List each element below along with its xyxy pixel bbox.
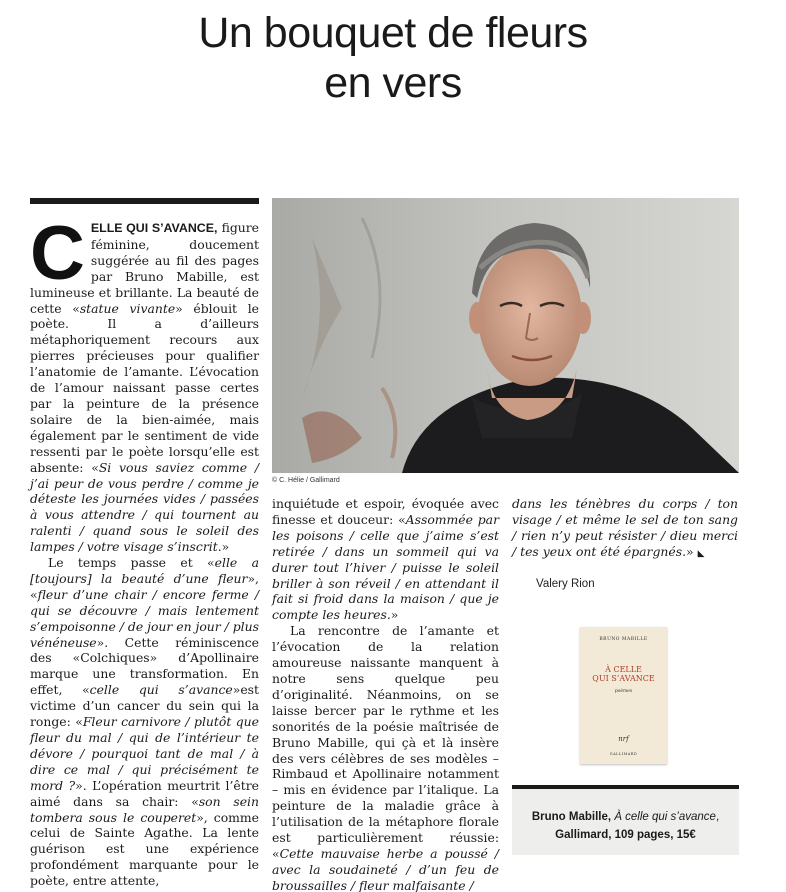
drop-cap: C xyxy=(30,211,85,296)
book-cover xyxy=(580,627,667,764)
photo-credit: © C. Hélie / Gallimard xyxy=(272,477,340,484)
book-cover-title: À CELLE QUI S’AVANCE xyxy=(592,665,655,683)
paragraph-2-continued: inquiétude et espoir, évoquée avec finesse et douceur: «Assommée par les poisons / celle que j’aime s’est retirée / dans un sommeil qui va durer tout l’hiver / puisse le soleil briller à son réveil / en attendant il fait si froid dans la maison / que je compte les heures.» xyxy=(272,496,499,623)
paragraph-3-continued: dans les ténèbres du corps / ton visage / et même le sel de ton sang / rien n’y peut résister / dieu merci / tes yeux ont été épargnés.» ◣ xyxy=(512,496,738,559)
headline xyxy=(0,8,786,108)
lead-caps: ELLE QUI S’AVANCE, xyxy=(90,221,218,235)
headline-line-2: en vers xyxy=(324,59,462,107)
book-cover-genre: poèmes xyxy=(614,689,633,694)
end-mark-icon: ◣ xyxy=(697,548,705,559)
headline-line-1: Un bouquet de fleurs xyxy=(198,9,588,57)
paragraph-3: La rencontre de l’amante et l’évocation de la relation amoureuse naissante manquent à notre sens quelque peu d’originalité. Néanmoins, on se laisse bercer par le rythme et les sonorités de la poésie maîtrisée de Bruno Mabille, qui çà et là insère des vers célèbres de ses modèles – Rimbaud et Apollinaire notamment – mis en évidence par l’italique. La peinture de la maladie grâce à l’utilisation de la métaphore florale est particulièrement réussie: «Cette mauvaise herbe a poussé / avec la soudaineté / d’un feu de broussailles / fleur malfaisante / xyxy=(272,623,499,892)
book-cover-author: BRUNO MABILLE xyxy=(599,637,648,642)
author-signature: Valery Rion xyxy=(536,578,595,590)
column-top-rule xyxy=(30,198,259,204)
paragraph-1: CELLE QUI S’AVANCE, figure féminine, doucement suggérée au fil des pages par Bruno Mabille, est lumineuse et brillante. La beauté de cette «statue vivante» éblouit le poète. Il a d’ailleurs métaphoriquement recours aux pierres précieuses pour qualifier l’anatomie de l’amante. L’évocation de l’amour naissant passe certes par la peinture de la présence solaire de la bien-aimée, mais également par le sentiment de vide ressenti par le poète lorsqu’elle est absente: «Si vous saviez comme / j’ai peur de vous perdre / comme je déteste les journées vides / passées à vous attendre / qui tournent au ralenti / quand sous le soleil des lampes / votre visage s’inscrit.» xyxy=(30,211,260,555)
info-author: Bruno Mabille, xyxy=(531,811,612,823)
paragraph-2: Le temps passe et «elle a [toujours] la beauté d’une fleur», «fleur d’une chair / encore ferme / qui se découvre / mais lentement s’empoisonne / de jour en jour / plus vénéneuse». Cette réminiscence des «Colchiques» d’Apollinaire marque une transformation. En effet, «celle qui s’avance»est victime d’un cancer du sein qui la ronge: «Fleur carnivore / plutôt que fleur du mal / qui de l’intérieur te dévore / pourquoi tant de mal / à dire ce mal / qui précisément te mord ?». L’opération meurtrit l’être aimé dans sa chair: «son sein tombera sous le couperet», comme celui de Sainte Agathe. La lente guérison est une expérience profondément marquante pour le poète, entre attente, xyxy=(30,555,260,889)
author-photo xyxy=(272,198,739,473)
info-title: À celle qui s’avance xyxy=(614,811,716,823)
article-column-1 xyxy=(30,211,260,889)
article-column-2 xyxy=(272,496,499,892)
nrf-logo-icon: nrf xyxy=(618,735,629,743)
book-cover-publisher: GALLIMARD xyxy=(609,752,638,756)
info-details: Gallimard, 109 pages, 15€ xyxy=(555,829,696,841)
article-column-3 xyxy=(512,496,738,563)
author-portrait-image xyxy=(272,198,739,473)
book-info-box: Bruno Mabille, À celle qui s’avance, Gallimard, 109 pages, 15€ xyxy=(512,789,739,855)
